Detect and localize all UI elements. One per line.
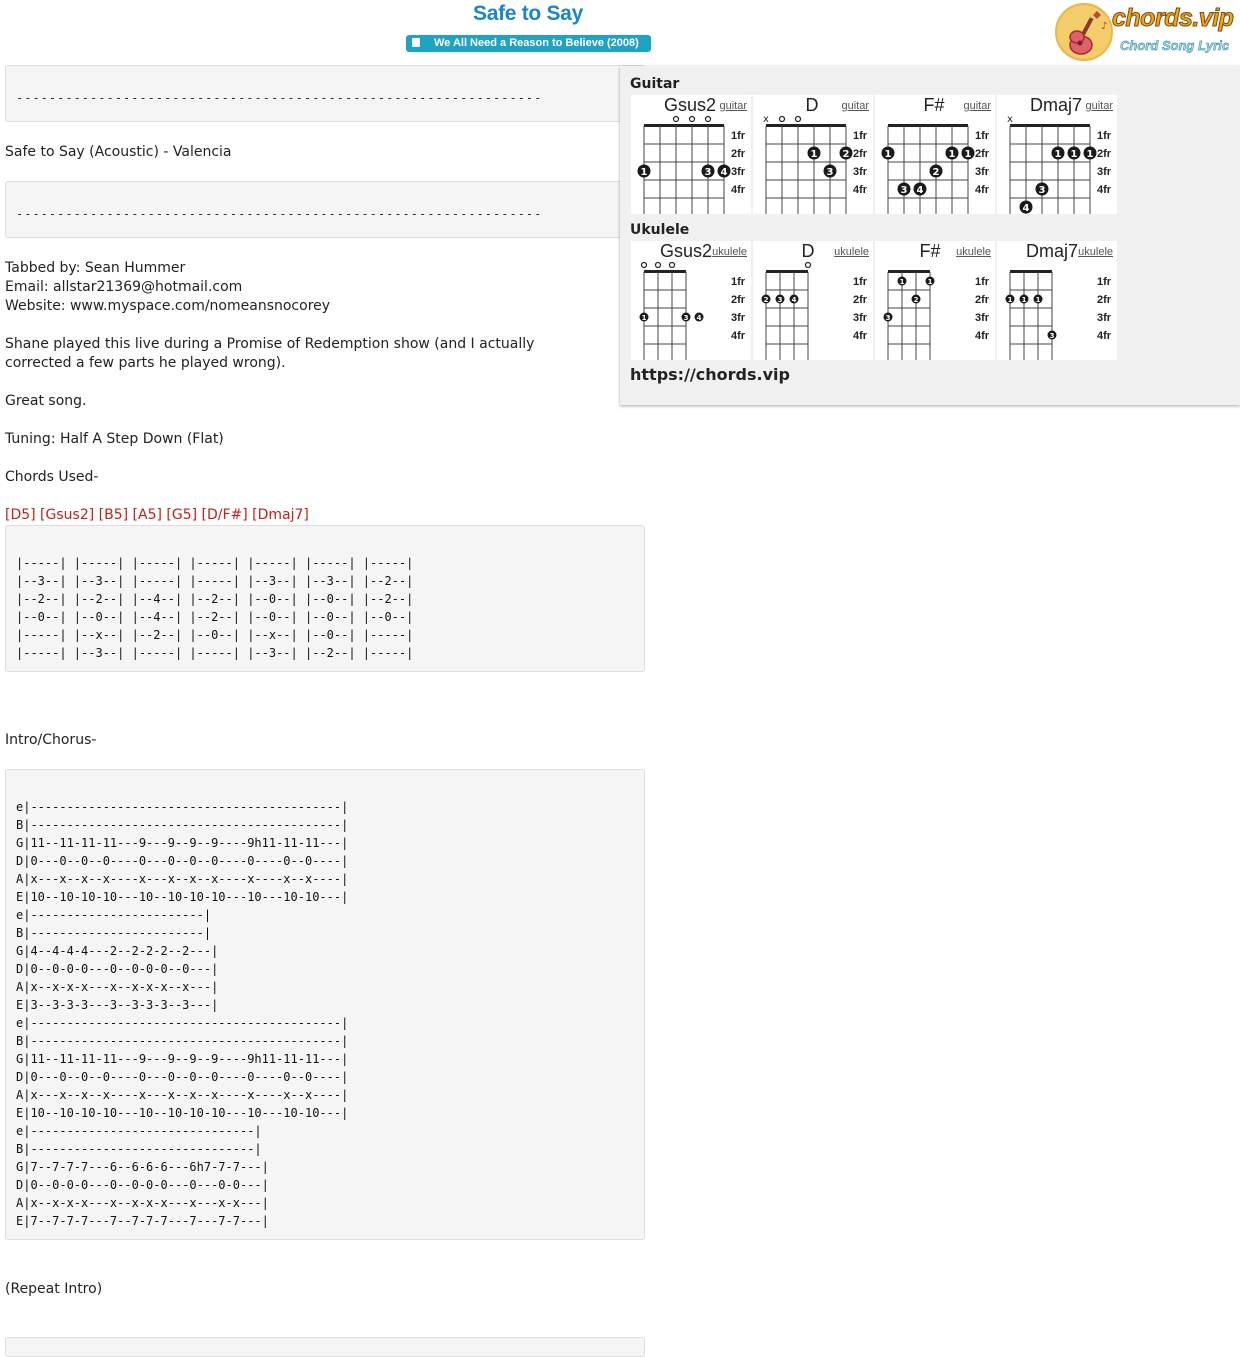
fret-label: 1fr <box>1097 276 1112 288</box>
dash-separator: ---------------------------------------------------------------- <box>16 91 543 105</box>
finger-number: 2 <box>932 167 940 178</box>
chord-name: D <box>801 241 815 261</box>
open-string-marker <box>656 263 661 268</box>
open-string-marker <box>796 117 801 122</box>
tab-line: E|10--10-10-10---10--10-10-10---10---10-10---| <box>16 1106 349 1120</box>
song-subtitle-line: Safe to Say (Acoustic) - Valencia <box>5 144 232 160</box>
tab-line: G|4--4-4-4---2--2-2-2--2---| <box>16 944 219 958</box>
fretboard <box>631 95 751 214</box>
great-song-line: Great song. <box>5 393 87 409</box>
fret-label: 3fr <box>1097 166 1112 178</box>
open-string-marker <box>780 117 785 122</box>
fret-label: 3fr <box>853 166 868 178</box>
finger-dot <box>898 277 907 287</box>
album-badge[interactable] <box>406 35 651 52</box>
tab-line: A|x---x--x--x----x---x--x--x----x----x--x----| <box>16 1088 349 1102</box>
tab-line: D|0---0--0--0----0---0--0--0----0----0--0----| <box>16 1070 349 1084</box>
chord-diagram-ukulele[interactable] <box>875 241 995 360</box>
tab-line: D|0--0-0-0---0--0-0-0--0---| <box>16 962 219 976</box>
finger-dot <box>946 147 959 161</box>
fret-label: 4fr <box>975 330 990 342</box>
chord-diagram-ukulele[interactable] <box>753 241 873 360</box>
dash-separator: ---------------------------------------------------------------- <box>16 207 543 221</box>
open-string-marker <box>806 263 811 268</box>
chord-name: F# <box>923 95 945 115</box>
fret-label: 2fr <box>853 294 868 306</box>
tab-line: A|x--x-x-x---x--x-x-x--x---| <box>16 980 219 994</box>
fret-label: 4fr <box>853 184 868 196</box>
fretboard <box>997 95 1117 214</box>
finger-number: 3 <box>900 185 908 196</box>
chord-grid-box <box>5 525 645 672</box>
finger-dot <box>695 313 704 323</box>
tab-line: D|0--0-0-0---0--0-0-0---0---0-0---| <box>16 1178 269 1192</box>
open-string-marker <box>670 263 675 268</box>
finger-number: 1 <box>1054 149 1062 160</box>
finger-dot <box>1048 331 1057 341</box>
finger-number: 1 <box>1070 149 1078 160</box>
finger-dot <box>682 313 691 323</box>
tab-line: B|-------------------------------------------| <box>16 818 349 832</box>
fretboard <box>875 241 995 360</box>
chord-instrument-link[interactable]: guitar <box>719 100 747 112</box>
open-string-marker <box>690 117 695 122</box>
fret-label: 1fr <box>853 276 868 288</box>
finger-dot <box>962 147 975 161</box>
finger-number: 3 <box>1038 185 1046 196</box>
fret-label: 3fr <box>731 312 746 324</box>
fret-label: 3fr <box>975 166 990 178</box>
guitar-section-label: Guitar <box>630 76 680 92</box>
website-line: Website: www.myspace.com/nomeansnocorey <box>5 298 331 314</box>
fret-label: 2fr <box>853 148 868 160</box>
intro-tab-lines <box>16 798 348 1230</box>
finger-dot <box>790 295 799 305</box>
chord-diagram-guitar[interactable] <box>753 95 873 214</box>
fretboard <box>997 241 1117 360</box>
tab-line: G|7--7-7-7---6--6-6-6---6h7-7-7---| <box>16 1160 269 1174</box>
finger-number: 1 <box>1007 296 1013 304</box>
fret-label: 1fr <box>975 130 990 142</box>
finger-dot <box>776 295 785 305</box>
finger-dot <box>762 295 771 305</box>
fretboard <box>753 95 873 214</box>
finger-number: 4 <box>696 314 702 322</box>
chord-grid-line: |-----| |--3--| |-----| |-----| |--3--| |--2--| |-----| <box>16 646 414 660</box>
finger-number: 4 <box>791 296 797 304</box>
fret-label: 2fr <box>1097 148 1112 160</box>
song-title[interactable]: Safe to Say <box>473 2 583 25</box>
intro-tab-box <box>5 769 645 1240</box>
fret-label: 3fr <box>731 166 746 178</box>
chord-name: Dmaj7 <box>1029 95 1082 115</box>
finger-number: 1 <box>899 278 905 286</box>
guitar-logo-icon <box>1055 3 1113 61</box>
chord-grid-line: |-----| |--x--| |--2--| |--0--| |--x--| |--0--| |-----| <box>16 628 414 642</box>
finger-number: 3 <box>826 167 834 178</box>
finger-number: 3 <box>777 296 783 304</box>
finger-dot <box>884 313 893 323</box>
note-line-1: Shane played this live during a Promise of Redemption show (and I actually <box>5 336 535 352</box>
finger-number: 1 <box>964 149 972 160</box>
fret-label: 3fr <box>1097 312 1112 324</box>
fret-label: 1fr <box>975 276 990 288</box>
finger-dot <box>702 165 715 179</box>
chord-name: Gsus2 <box>659 241 713 261</box>
chord-instrument-link[interactable]: ukulele <box>1078 246 1113 258</box>
chord-name: Dmaj7 <box>1025 241 1078 261</box>
tab-line: D|0---0--0--0----0---0--0--0----0----0--0----| <box>16 854 349 868</box>
finger-number: 1 <box>927 278 933 286</box>
site-url[interactable]: https://chords.vip <box>630 365 790 384</box>
finger-number: 1 <box>641 314 647 322</box>
finger-number: 3 <box>1049 332 1055 340</box>
tab-line: A|x---x--x--x----x---x--x--x----x----x--x----| <box>16 872 349 886</box>
dash-box-top <box>5 65 645 122</box>
fret-label: 4fr <box>853 330 868 342</box>
muted-string-marker: x <box>1007 114 1013 125</box>
dash-box-second <box>5 181 645 238</box>
finger-number: 1 <box>1035 296 1041 304</box>
tab-line: e|-------------------------------| <box>16 1124 262 1138</box>
fret-label: 4fr <box>731 330 746 342</box>
open-string-marker <box>674 117 679 122</box>
chord-name: D <box>805 95 819 115</box>
tab-line: G|11--11-11-11---9---9--9--9----9h11-11-11---| <box>16 1052 349 1066</box>
fret-label: 4fr <box>731 184 746 196</box>
fretboard <box>875 95 995 214</box>
open-string-marker <box>642 263 647 268</box>
finger-number: 2 <box>842 149 850 160</box>
finger-dot <box>1084 147 1097 161</box>
fret-label: 2fr <box>731 148 746 160</box>
finger-dot <box>914 183 927 197</box>
finger-dot <box>1034 295 1043 305</box>
tab-line: B|------------------------| <box>16 926 212 940</box>
next-tab-box <box>5 1337 645 1357</box>
fret-label: 2fr <box>975 294 990 306</box>
finger-dot <box>1020 201 1033 215</box>
chord-list-links[interactable]: [D5] [Gsus2] [B5] [A5] [G5] [D/F#] [Dmaj7] <box>5 507 309 523</box>
chord-diagram-guitar[interactable] <box>997 95 1117 214</box>
fret-label: 3fr <box>975 312 990 324</box>
fret-label: 1fr <box>731 130 746 142</box>
site-logo[interactable] <box>1054 2 1238 64</box>
fretboard <box>753 241 873 360</box>
email-line: Email: allstar21369@hotmail.com <box>5 279 243 295</box>
finger-number: 2 <box>913 296 919 304</box>
fret-label: 4fr <box>1097 184 1112 196</box>
chord-instrument-link[interactable]: ukulele <box>956 246 991 258</box>
ukulele-section-label: Ukulele <box>630 222 690 238</box>
fret-label: 2fr <box>1097 294 1112 306</box>
fret-label: 1fr <box>1097 130 1112 142</box>
chord-grid-lines <box>16 554 413 662</box>
intro-chorus-label: Intro/Chorus- <box>5 732 97 748</box>
finger-dot <box>640 313 649 323</box>
finger-number: 3 <box>885 314 891 322</box>
tab-line: A|x--x-x-x---x--x-x-x---x---x-x---| <box>16 1196 269 1210</box>
fret-label: 2fr <box>731 294 746 306</box>
chord-instrument-link[interactable]: ukulele <box>712 246 747 258</box>
finger-dot <box>808 147 821 161</box>
chord-diagram-ukulele[interactable] <box>997 241 1117 360</box>
finger-number: 4 <box>916 185 924 196</box>
finger-number: 1 <box>884 149 892 160</box>
svg-text:♪: ♪ <box>1101 21 1108 32</box>
finger-number: 1 <box>640 167 648 178</box>
chord-grid-line: |--3--| |--3--| |-----| |-----| |--3--| |--3--| |--2--| <box>16 574 414 588</box>
chord-diagram-panel <box>620 66 1240 405</box>
chord-diagram-guitar[interactable] <box>631 95 751 214</box>
note-line-2: corrected a few parts he played wrong). <box>5 355 286 371</box>
chord-instrument-link[interactable]: guitar <box>963 100 991 112</box>
finger-number: 1 <box>1086 149 1094 160</box>
fret-label: 1fr <box>731 276 746 288</box>
finger-number: 4 <box>720 167 728 178</box>
finger-number: 1 <box>948 149 956 160</box>
open-string-marker <box>706 117 711 122</box>
tab-line: B|-------------------------------| <box>16 1142 262 1156</box>
finger-number: 4 <box>1022 203 1030 214</box>
repeat-intro-line: (Repeat Intro) <box>5 1281 103 1297</box>
fret-label: 3fr <box>853 312 868 324</box>
finger-number: 3 <box>683 314 689 322</box>
fret-label: 2fr <box>975 148 990 160</box>
fretboard <box>631 241 751 360</box>
finger-dot <box>638 165 651 179</box>
tab-line: E|7--7-7-7---7--7-7-7---7---7-7---| <box>16 1214 269 1228</box>
chord-grid-line: |--0--| |--0--| |--4--| |--2--| |--0--| |--0--| |--0--| <box>16 610 414 624</box>
chord-grid-line: |-----| |-----| |-----| |-----| |-----| |-----| |-----| <box>16 556 414 570</box>
finger-dot <box>824 165 837 179</box>
finger-dot <box>1052 147 1065 161</box>
finger-dot <box>912 295 921 305</box>
chord-grid-line: |--2--| |--2--| |--4--| |--2--| |--0--| |--0--| |--2--| <box>16 592 414 606</box>
tabbed-by-line: Tabbed by: Sean Hummer <box>5 260 186 276</box>
finger-dot <box>1020 295 1029 305</box>
tab-line: e|-------------------------------------------| <box>16 800 349 814</box>
logo-text: chords.vip <box>1112 4 1234 32</box>
chord-name: F# <box>919 241 941 261</box>
chord-instrument-link[interactable]: guitar <box>841 100 869 112</box>
logo-subtitle: Chord Song Lyric <box>1120 38 1230 53</box>
chord-name: Gsus2 <box>663 95 717 115</box>
finger-dot <box>930 165 943 179</box>
chords-used-label: Chords Used- <box>5 469 99 485</box>
chord-instrument-link[interactable]: guitar <box>1085 100 1113 112</box>
tab-line: e|------------------------| <box>16 908 212 922</box>
finger-dot <box>718 165 731 179</box>
fret-label: 4fr <box>1097 330 1112 342</box>
tab-line: G|11--11-11-11---9---9--9--9----9h11-11-11---| <box>16 836 349 850</box>
album-label: We All Need a Reason to Believe (2008) <box>434 37 639 49</box>
book-icon <box>412 38 420 47</box>
chord-instrument-link[interactable]: ukulele <box>834 246 869 258</box>
chord-diagram-ukulele[interactable] <box>631 241 751 360</box>
finger-number: 1 <box>1021 296 1027 304</box>
finger-dot <box>898 183 911 197</box>
finger-dot <box>1006 295 1015 305</box>
tab-line: E|10--10-10-10---10--10-10-10---10---10-10---| <box>16 890 349 904</box>
finger-dot <box>926 277 935 287</box>
tuning-line: Tuning: Half A Step Down (Flat) <box>5 431 224 447</box>
finger-dot <box>840 147 853 161</box>
chord-diagram-guitar[interactable] <box>875 95 995 214</box>
tab-line: B|-------------------------------------------| <box>16 1034 349 1048</box>
tab-line: e|-------------------------------------------| <box>16 1016 349 1030</box>
finger-dot <box>1068 147 1081 161</box>
tab-line: E|3--3-3-3---3--3-3-3--3---| <box>16 998 219 1012</box>
finger-number: 2 <box>763 296 769 304</box>
finger-number: 3 <box>704 167 712 178</box>
fret-label: 1fr <box>853 130 868 142</box>
fret-label: 4fr <box>975 184 990 196</box>
finger-dot <box>1036 183 1049 197</box>
muted-string-marker: x <box>763 114 769 125</box>
finger-number: 1 <box>810 149 818 160</box>
finger-dot <box>882 147 895 161</box>
